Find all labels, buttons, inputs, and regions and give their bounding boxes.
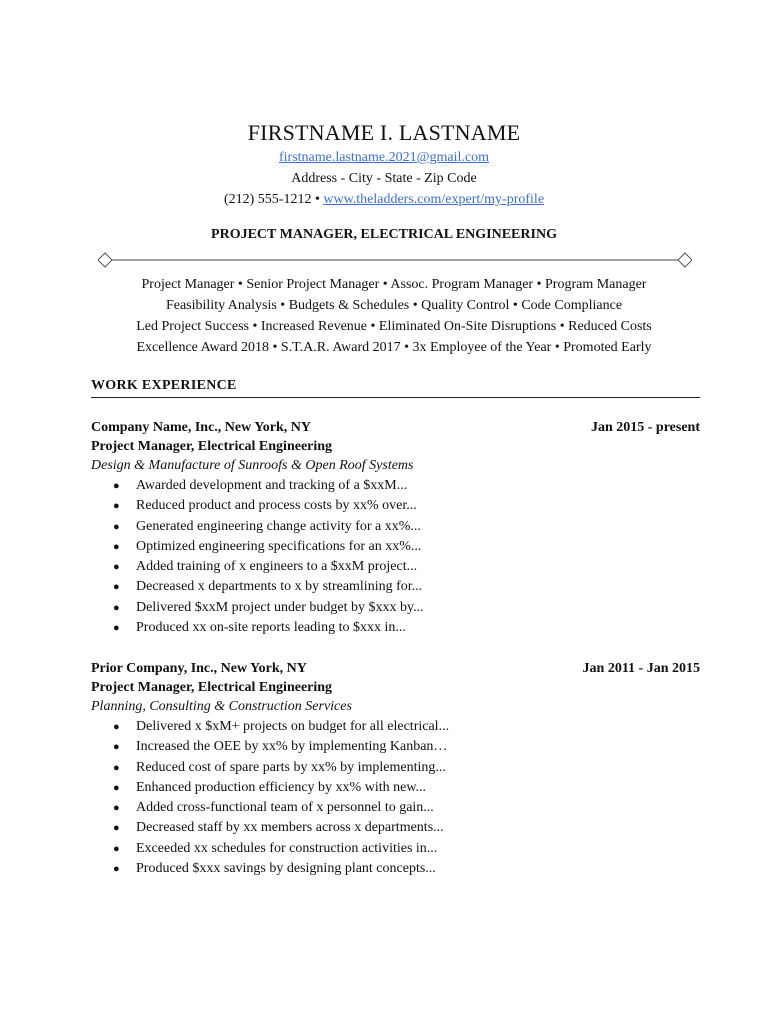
bullet-icon: ● (113, 863, 120, 876)
list-item: ● Produced $xxx savings by designing plant concepts... (91, 859, 700, 879)
list-item: ● Reduced product and process costs by xx% over... (91, 496, 700, 516)
bullet-icon: ● (113, 802, 120, 815)
list-item: ● Added cross-functional team of x personnel to gain... (91, 798, 700, 818)
bullet-icon: ● (113, 721, 120, 733)
company-name: Prior Company, Inc., New York, NY (91, 661, 307, 676)
bullet-icon: ● (113, 842, 120, 855)
summary-line: Feasibility Analysis • Budgets & Schedules • Quality Control • Code Compliance (165, 298, 623, 313)
bullet-icon: ● (113, 781, 120, 794)
company-description: Planning, Consulting & Construction Services (91, 699, 352, 714)
list-item: ● Reduced cost of spare parts by xx% by implementing... (91, 758, 700, 778)
bullet-icon: ● (113, 581, 120, 594)
bullet-icon: ● (113, 622, 120, 635)
job-dates: Jan 2015 - present (590, 420, 700, 435)
bullet-icon: ● (113, 822, 120, 835)
list-item: ● Optimized engineering specifications for an xx%... (91, 537, 700, 557)
list-item: ● Decreased staff by xx members across x departments... (91, 818, 700, 838)
bullet-icon: ● (113, 500, 120, 513)
bullet-icon: ● (113, 601, 120, 614)
achievement-list (91, 717, 700, 879)
job-dates: Jan 2011 - Jan 2015 (582, 661, 700, 676)
resume-header (0, 119, 768, 210)
candidate-name: FIRSTNAME I. LASTNAME (247, 120, 521, 145)
company-name: Company Name, Inc., New York, NY (91, 420, 311, 435)
job-role: Project Manager, Electrical Engineering (91, 680, 333, 695)
company-description: Design & Manufacture of Sunroofs & Open Roof Systems (91, 458, 414, 473)
summary-keywords (0, 274, 768, 358)
summary-line: Led Project Success • Increased Revenue • Eliminated On-Site Disruptions • Reduced Costs (136, 319, 652, 334)
list-item: ● Produced xx on-site reports leading to $xxx in... (91, 618, 700, 638)
bullet-icon: ● (113, 741, 120, 754)
profile-link[interactable]: www.theladders.com/expert/my-profile (323, 192, 545, 207)
bullet-icon: ● (113, 480, 120, 492)
section-rule (91, 397, 700, 398)
achievement-list (91, 476, 700, 638)
list-item: ● Enhanced production efficiency by xx% with new... (91, 778, 700, 798)
phone-number: (212) 555-1212 • (223, 192, 320, 207)
bullet-icon: ● (113, 540, 120, 553)
target-job-title: PROJECT MANAGER, ELECTRICAL ENGINEERING (211, 227, 557, 242)
list-item: ● Added training of x engineers to a $xxM project... (91, 557, 700, 577)
header-divider (98, 252, 692, 268)
list-item: ● Delivered $xxM project under budget by $xxx by... (91, 598, 700, 618)
job-role: Project Manager, Electrical Engineering (91, 439, 333, 454)
list-item: ● Increased the OEE by xx% by implementing Kanban… (91, 737, 700, 757)
contact-line (0, 189, 768, 210)
divider-diamond-right (678, 253, 692, 267)
summary-line: Project Manager • Senior Project Manager • Assoc. Program Manager • Program Manager (141, 277, 647, 292)
section-title-work-experience: WORK EXPERIENCE (91, 378, 237, 393)
divider-diamond-left (98, 253, 112, 267)
job-entry (91, 659, 700, 879)
list-item: ● Decreased x departments to x by streamlining for... (91, 577, 700, 597)
list-item: ● Awarded development and tracking of a $xxM... (91, 476, 700, 496)
job-entry (91, 418, 700, 638)
bullet-icon: ● (113, 561, 120, 574)
bullet-icon: ● (113, 761, 120, 774)
address-line: Address - City - State - Zip Code (291, 171, 477, 186)
summary-line: Excellence Award 2018 • S.T.A.R. Award 2017 • 3x Employee of the Year • Promoted Early (136, 340, 652, 355)
list-item: ● Generated engineering change activity for a xx%... (91, 517, 700, 537)
bullet-icon: ● (113, 520, 120, 533)
list-item: ● Delivered x $xM+ projects on budget for all electrical... (91, 717, 700, 737)
email-link[interactable]: firstname.lastname.2021@gmail.com (278, 150, 489, 165)
list-item: ● Exceeded xx schedules for construction activities in... (91, 839, 700, 859)
